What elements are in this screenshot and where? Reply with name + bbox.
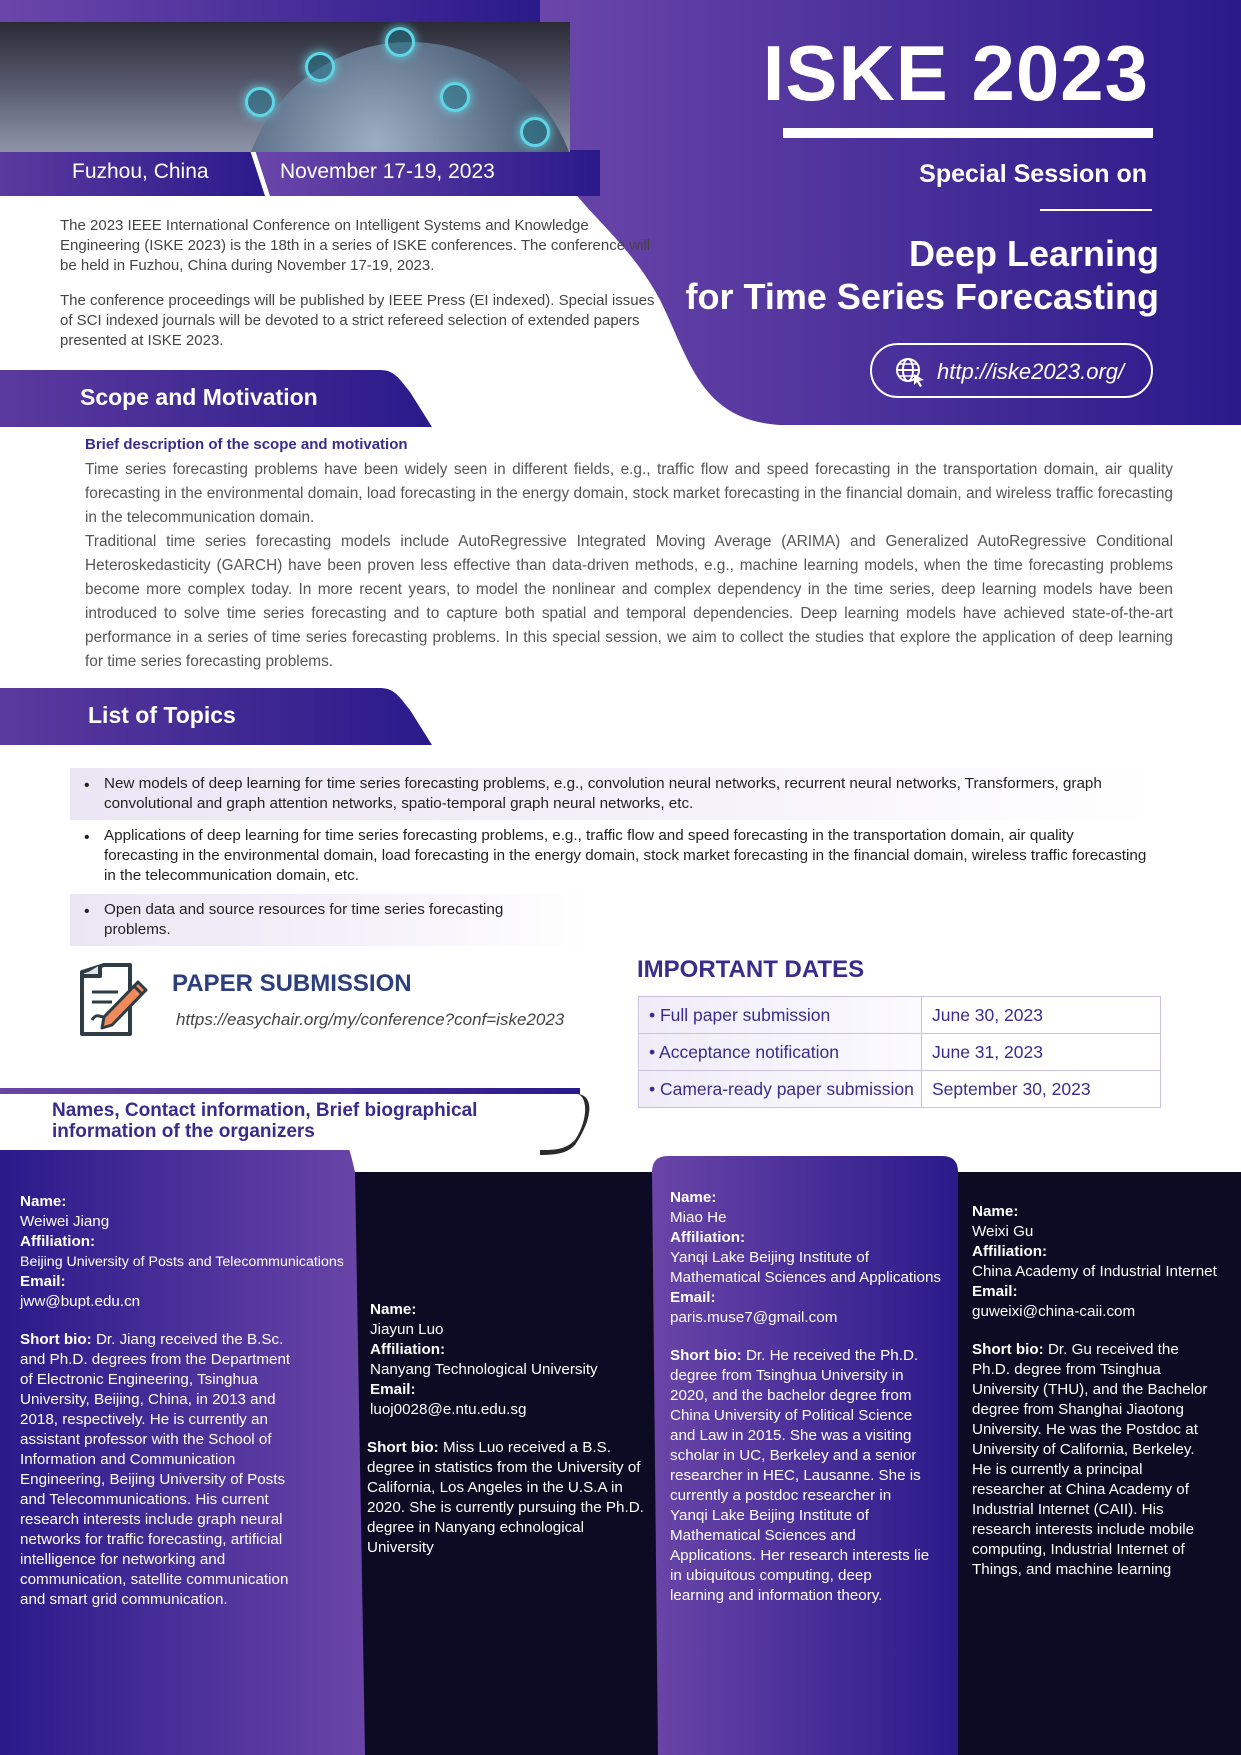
table-row [639,997,1161,1034]
organizer-email[interactable]: luoj0028@e.ntu.edu.sg [370,1401,527,1418]
name-label: Name: [20,1193,67,1210]
organizer-bio [670,1346,930,1606]
organizer-bio [972,1340,1210,1580]
email-label: Email: [370,1381,416,1398]
bio-text: Miss Luo received a B.S. degree in statistics from the University of California, Los Angeles in the U.S.A in 2020. She is currently pursuing the Ph.D. degree in Nanyang echnological University [367,1439,644,1556]
scope-heading-tab [0,370,432,427]
topic-item [70,894,590,946]
bullet: • [84,777,90,794]
affiliation-label: Affiliation: [370,1341,446,1358]
organizers-heading-line2: information of the organizers [52,1121,315,1142]
short-bio-label: Short bio: [367,1439,439,1456]
conference-location: Fuzhou, China [72,160,209,183]
organizer-affiliation: Nanyang Technological University [370,1361,598,1378]
date-value: June 30, 2023 [922,997,1161,1034]
short-bio-label: Short bio: [670,1347,742,1364]
paper-pen-icon [78,962,150,1037]
scope-subheading: Brief description of the scope and motivation [85,436,408,453]
organizer-email[interactable]: jww@bupt.edu.cn [20,1293,141,1310]
bio-text: Dr. Jiang received the B.Sc. and Ph.D. degrees from the Department of Electronic Engineering, Tsinghua University, Beijing, China, in 2013 and 2018, respectively. He is currently an assistant professor with the School of Information and Communication Engineering, Beijing University of Posts and Telecommunications. His current research interests include graph neural networks for traffic forecasting, artificial intelligence for networking and communication, satellite communication and smart grid communication. [20,1331,291,1608]
scope-paragraph-2: Traditional time series forecasting models include AutoRegressive Integrated Moving Average (ARIMA) and Generalized AutoRegressive Conditional Heteroskedasticity (GARCH) have been proven less effective than data-driven methods, e.g., machine learning models, when the time forecasting problems become more complex today. In more recent years, to model the nonlinear and complex dependency in the time series, deep learning models have been introduced to solve time series forecasting and to capture both spatial and temporal dependencies. Deep learning models have achieved state-of-the-art performance in a series of time series forecasting problems. In this special session, we aim to collect the studies that explore the application of deep learning for time series forecasting problems. [85,533,1173,670]
topic-text: Open data and source resources for time series forecasting problems. [104,901,504,938]
short-bio-label: Short bio: [20,1331,92,1348]
date-label: • Camera-ready paper submission [639,1071,922,1108]
topics-heading-tab [0,688,432,745]
organizer-card [367,1300,645,1558]
conference-title: ISKE 2023 [762,29,1149,117]
organizer-card [20,1192,355,1610]
session-title [685,232,1159,318]
scope-paragraph-1: Time series forecasting problems have been widely seen in different fields, e.g., traffic flow and speed forecasting in the transportation domain, air quality forecasting in the environmental domain, load forecasting in the energy domain, stock market forecasting in the financial domain, and wireless traffic forecasting in the telecommunication domain. [85,461,1173,526]
organizer-affiliation: Beijing University of Posts and Telecommunications [20,1254,344,1270]
bullet: • [84,829,90,846]
affiliation-label: Affiliation: [20,1233,96,1250]
organizer-name: Miao He [670,1209,727,1226]
organizer-name: Weiwei Jiang [20,1213,110,1230]
date-value: September 30, 2023 [922,1071,1161,1108]
session-title-line1: Deep Learning [908,233,1159,274]
topics-heading: List of Topics [88,702,236,728]
date-value: June 31, 2023 [922,1034,1161,1071]
topic-text: New models of deep learning for time series forecasting problems, e.g., convolution neural networks, recurrent neural networks, Transformers, graph convolutional and graph attention networks, spatio-temporal graph neural networks, etc. [104,775,1102,812]
session-title-line2: for Time Series Forecasting [685,276,1159,317]
affiliation-label: Affiliation: [670,1229,746,1246]
conference-dates: November 17-19, 2023 [280,160,495,183]
organizer-email[interactable]: paris.muse7@gmail.com [670,1309,838,1326]
organizers-heading [52,1100,477,1142]
submission-url[interactable]: https://easychair.org/my/conference?conf=iske2023 [176,1010,565,1029]
email-label: Email: [20,1273,66,1290]
intro-paragraph-1: The 2023 IEEE International Conference on Intelligent Systems and Knowledge Engineering (ISKE 2023) is the 18th in a series of ISKE conferences. The conference will be held in Fuzhou, China during November 17-19, 2023. [60,217,651,274]
organizer-name: Jiayun Luo [370,1321,444,1338]
website-url[interactable]: http://iske2023.org/ [937,359,1125,384]
email-label: Email: [972,1283,1018,1300]
website-link[interactable] [870,343,1153,398]
bio-text: Dr. Gu received the Ph.D. degree from Tsinghua University (THU), and the Bachelor degree from Shanghai Jiaotong University. He was the Postdoc at University of California, Berkeley. He is currently a principal researcher at China Academy of Industrial Internet (CAII). His research interests include mobile computing, Industrial Internet of Things, and machine learning [972,1341,1208,1578]
globe-icon [894,356,926,388]
name-label: Name: [670,1189,717,1206]
organizers-heading-line1: Names, Contact information, Brief biographical [52,1100,478,1121]
organizer-card [670,1188,955,1606]
affiliation-label: Affiliation: [972,1243,1048,1260]
date-label: • Acceptance notification [639,1034,922,1071]
paper-submission-title: PAPER SUBMISSION [172,970,412,997]
email-label: Email: [670,1289,716,1306]
topic-text: Applications of deep learning for time series forecasting problems, e.g., traffic flow and speed forecasting in the transportation domain, air quality forecasting in the environmental domain, load forecasting in the energy domain, stock market forecasting in the financial domain, wireless traffic forecasting in the telecommunication domain, etc. [104,827,1147,884]
date-label: • Full paper submission [639,997,922,1034]
bio-text: Dr. He received the Ph.D. degree from Tsinghua University in 2020, and the bachelor degree from China University of Political Science and Law in 2015. She was a visiting scholar in UC, Berkeley and a senior researcher in HEC, Lausanne. She is currently a postdoc researcher in Yanqi Lake Beijing Institute of Mathematical Sciences and Applications. Her research interests lie in ubiquitous computing, deep learning and information theory. [670,1347,930,1604]
organizer-email[interactable]: guweixi@china-caii.com [972,1303,1136,1320]
topic-item [70,768,1150,820]
scope-heading: Scope and Motivation [80,384,318,410]
important-dates-title: IMPORTANT DATES [637,956,865,983]
organizer-card [972,1202,1234,1580]
short-bio-label: Short bio: [972,1341,1044,1358]
organizer-affiliation: Yanqi Lake Beijing Institute of Mathematical Sciences and Applications [670,1249,941,1286]
intro-paragraph-2: The conference proceedings will be published by IEEE Press (EI indexed). Special issues of SCI indexed journals will be devoted to a strict refereed selection of extended papers presented at ISKE 2023. [60,292,655,349]
organizer-affiliation: China Academy of Industrial Internet [972,1263,1217,1280]
organizer-name: Weixi Gu [972,1223,1034,1240]
topic-item [70,820,1170,892]
name-label: Name: [972,1203,1019,1220]
hero-network-image [0,22,570,152]
divider-line [1040,209,1152,211]
table-row [639,1034,1161,1071]
organizer-bio [367,1438,645,1558]
organizer-bio [20,1330,300,1610]
bullet: • [84,903,90,920]
title-underline [783,128,1153,138]
special-session-label: Special Session on [919,160,1147,188]
name-label: Name: [370,1301,417,1318]
